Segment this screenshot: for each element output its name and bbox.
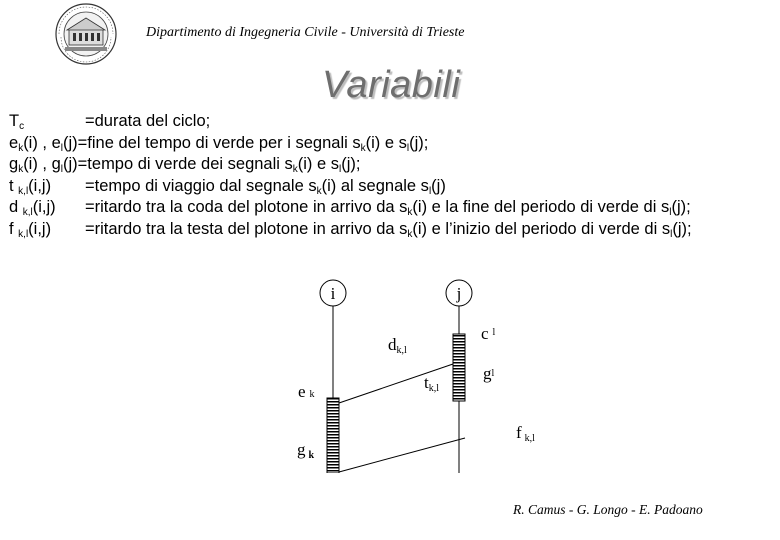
definition-text: =ritardo tra la coda del plotone in arrivo da $s_k(i)$ e la fine del periodo di verde di $s_l(j)$;	[85, 198, 691, 218]
label-f: fk,l	[516, 423, 535, 444]
definition-symbol: $g_k(i)$ , $g_l(j)=tempo$ di verde dei segnali $s_k(i)$ e $s_l(j)$;	[9, 155, 361, 175]
definition-text: =ritardo tra la testa del plotone in arrivo da $s_k(i)$ e l’inizio del periodo di verde di $s_l(j)$;	[85, 219, 692, 240]
definition-symbol: t $_{k,l}$(i,j)	[9, 176, 52, 197]
institution-header: Dipartimento di Ingegneria Civile - Università di Trieste	[146, 25, 465, 40]
label-e: ek	[298, 382, 315, 401]
label-c: c $^l$	[481, 324, 496, 343]
node-j-label: j	[456, 284, 462, 303]
label-g-l: gl	[483, 364, 495, 383]
signal-time-diagram	[270, 278, 560, 473]
label-d: dk,l	[388, 335, 407, 356]
definition-symbol: $e_k(i)$ , $e_l(j)=fine$ del tempo di verde per i segnali $s_k(i)$ e $s_l(j)$;	[9, 133, 429, 154]
green-bar-j	[453, 334, 465, 401]
platoon-head-line	[339, 438, 465, 472]
green-bar-i	[327, 398, 339, 473]
university-seal-logo	[55, 3, 117, 65]
page-title: Variabili	[322, 64, 461, 106]
authors-footer: R. Camus - G. Longo - E. Padoano	[513, 502, 703, 517]
definition-symbol: d $_{k,l}$(i,j)	[9, 198, 56, 218]
definition-symbol: $T_c$	[9, 112, 25, 132]
label-g-k: gk	[297, 440, 315, 461]
definition-text: =durata del ciclo;	[85, 112, 211, 130]
definition-symbol: f $_{k,l}$(i,j)	[9, 219, 52, 240]
label-t: tk,l	[424, 373, 440, 394]
node-i-label: i	[330, 284, 336, 303]
definition-text: =tempo di viaggio dal segnale $s_k(i)$ al segnale $s_l(j)$	[85, 176, 446, 197]
